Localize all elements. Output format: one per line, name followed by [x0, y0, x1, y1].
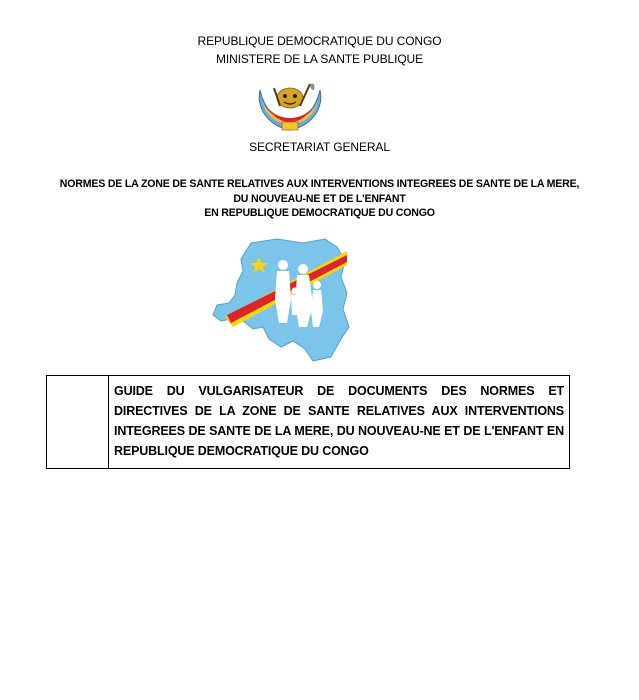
country-title: REPUBLIQUE DEMOCRATIQUE DU CONGO — [197, 34, 442, 48]
norms-title-line-3: EN REPUBLIQUE DEMOCRATIQUE DU CONGO — [204, 207, 435, 219]
guide-title-text: GUIDE DU VULGARISATEUR DE DOCUMENTS DES NORMES ET DIRECTIVES DE LA ZONE DE SANTE RELATIVES AUX INTERVENTIONS INTEGREES DE SANTE DE LA MERE, DU NOUVEAU-NE ET DE L'ENFANT EN REPUBLIQUE DEMOCRATIQUE DU CONGO — [114, 384, 564, 458]
drc-map-icon — [207, 235, 357, 367]
guide-title-box — [46, 375, 570, 469]
guide-box-empty-cell — [47, 376, 109, 468]
secretariat-title: SECRETARIAT GENERAL — [249, 140, 390, 154]
norms-title-line-2: DU NOUVEAU-NE ET DE L'ENFANT — [233, 193, 406, 205]
norms-title-line-1: NORMES DE LA ZONE DE SANTE RELATIVES AUX INTERVENTIONS INTEGREES DE SANTE DE LA MERE, — [59, 178, 580, 190]
coat-of-arms-icon — [250, 78, 330, 136]
ministry-title: MINISTERE DE LA SANTE PUBLIQUE — [215, 52, 424, 66]
